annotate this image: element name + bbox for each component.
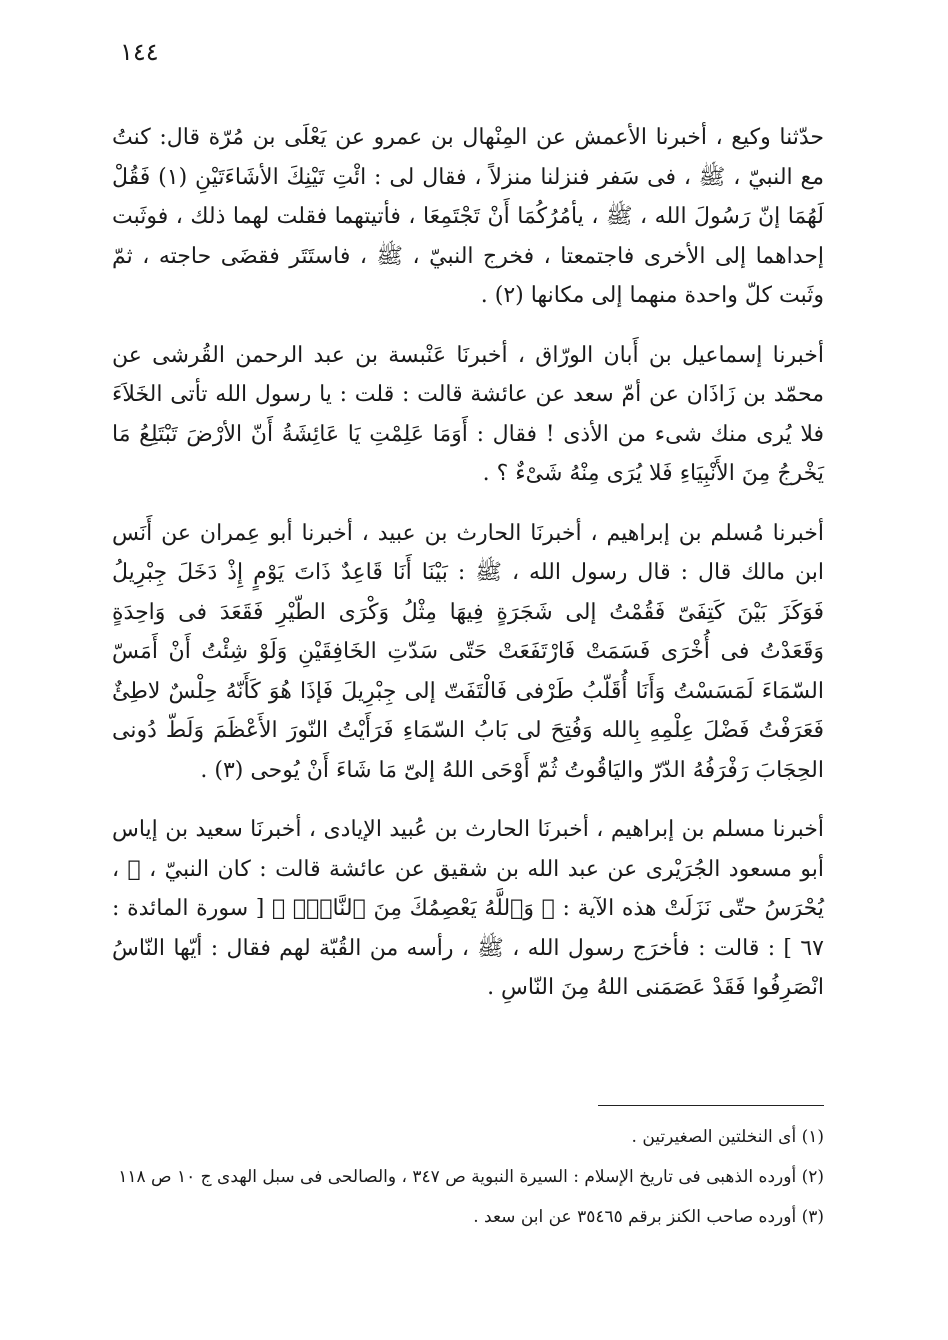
footnote-1: (١) أى النخلتين الصغيرتين . <box>631 1127 824 1147</box>
main-text <box>112 118 824 1028</box>
paragraph-3: أخبرنا مُسلم بن إبراهيم ، أخبرنَا الحارث بن عبيد ، أخبرنا أبو عِمران عن أَنَس ابن مالك قال : قال رسول الله ، ﷺ : بَيْنَا أَنَا قَاعِدٌ ذَاتَ يَوْمٍ إِذْ دَخَلَ جِبْرِيلُ فَوَكَزَ بَيْنَ كَتِفَىّ فَقُمْتُ إلى شَجَرَةٍ فِيهَا مِثْلُ وَكْرَى الطّيْرِ فَقَعَدَ فى وَاحِدَةٍ وَقَعَدْتُ فى أُخْرَى فَسَمَتْ فَارْتَفَعَتْ حَتّى سَدّتِ الخَافِقَيْنِ وَلَوْ شِئْتُ أَنْ أَمَسّ السّمَاءَ لَمَسَسْتُ وَأَنَا أُقَلّبُ طَرْفى فَالْتَفَتّ إلى جِبْرِيلَ فَإذَا هُوَ كَأَنّهُ حِلْسٌ لاطِئٌ فَعَرَفْتُ فَضْلَ عِلْمِهِ بِالله وَفُتِحَ لى بَابُ السّمَاءِ فَرَأَيْتُ النّورَ الأَعْظَمَ وَلَطّ دُونى الحِجَابَ رَفْرَفُهُ الدّرّ واليَاقُوتُ ثُمّ أَوْحَى اللهُ إلىّ مَا شَاءَ أَنْ يُوحى (٣) . <box>112 520 824 783</box>
paragraph-4: أخبرنا مسلم بن إبراهيم ، أخبرنَا الحارث بن عُبيد الإيادى ، أخبرنَا سعيد بن إياس أبو مسعود الجُرَيْرى عن عبد الله بن شقيق عن عائشة قالت : كان النبيّ ، ﷺ ، يُحْرَسُ حتّى نَزَلَتْ هذه الآية : ﴿ وَٱللَّهُ يَعْصِمُكَ مِنَ ٱلنَّاسِۗ ﴾ [ سورة المائدة : ٦٧ ] : قالت : فأخرَج رسول الله ، ﷺ ، رأسه من القُبّة لهم فقال : أيّها النّاسُ انْصَرِفُوا فَقَدْ عَصَمَنى اللهُ مِنَ النّاسِ . <box>112 817 824 1000</box>
footnote-3: (٣) أورده صاحب الكنز برقم ٣٥٤٦٥ عن ابن سعد . <box>473 1207 824 1227</box>
paragraph-2: أخبرنا إسماعيل بن أَبان الورّاق ، أخبرنَا عَنْبسة بن عبد الرحمن القُرشى عن محمّد بن زَاذَان عن أمّ سعد عن عائشة قالت : قلت : يا رسول الله تأتى الخَلاَءَ فلا يُرى منك شىء من الأذى ! فقال : أَوَمَا عَلِمْتِ يَا عَائِشَةُ أَنّ الأرْضَ تَبْتَلِعُ مَا يَخْرجُ مِنَ الأَنْبِيَاءِ فَلا يُرَى مِنْهُ شَىْءٌ ؟ . <box>112 342 824 486</box>
page-number: ١٤٤ <box>120 38 159 66</box>
paragraph-1: حدّثنا وكيع ، أخبرنا الأعمش عن المِنْهال بن عمرو عن يَعْلَى بن مُرّة قال: كنتُ مع النبيّ ، ﷺ ، فى سَفر فنزلنا منزلاً ، فقال لى : ائْتِ تَيْنِكَ الأشَاءَتَيْنِ (١) فَقُلْ لَهُمَا إنّ رَسُولَ الله ، ﷺ ، يأمُرُكُمَا أَنْ تَجْتَمِعَا ، فأتيتهما فقلت لهما ذلك ، فوثَبت إحداهما إلى الأخرى فاجتمعتا ، فخرج النبيّ ، ﷺ ، فاستَتَر فقضَى حاجته ، ثمّ وثَبت كلّ واحدة منهما إلى مكانها (٢) . <box>112 125 824 308</box>
footnote-divider <box>598 1105 824 1106</box>
footnotes <box>112 1120 824 1240</box>
footnote-2: (٢) أورده الذهبى فى تاريخ الإسلام : السيرة النبوية ص ٣٤٧ ، والصالحى فى سبل الهدى ج ١٠ ص ١١٨ <box>118 1167 824 1187</box>
